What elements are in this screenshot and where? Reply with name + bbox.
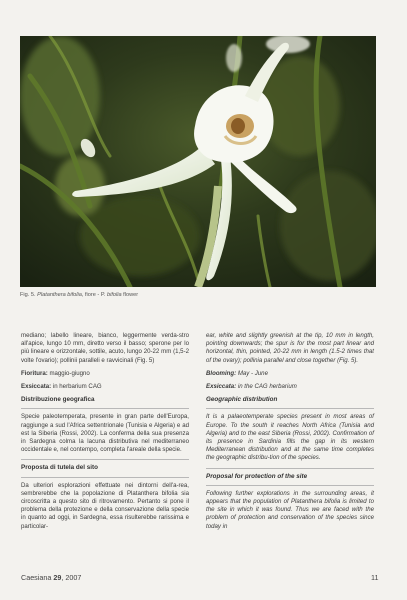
journal-name: Caesiana [21, 573, 54, 582]
protection-text: Following further explorations in the surrounding areas, it appears that the population of Platanthera bifolia is limited to the site in which it was found. Thus we are faced with the problem of protection and conservation of the species since today in [206, 489, 374, 530]
distribuzione-text: Specie paleotemperata, presente in gran parte dell'Europa, raggiunge a sud l'Africa settentrionale (Tunisia e Algeria) e ad est la Siberia (Rossi, 2002). La conferma della sua presenza in Sardegna colma la lacuna distributiva nel mediterraneo occidentale e, nel contempo, completa l'areale della specie. [21, 413, 189, 454]
page-number: 11 [371, 573, 379, 582]
section-divider [21, 477, 189, 478]
section-divider [206, 468, 374, 469]
exsiccata-line-it [21, 383, 189, 391]
protection-heading: Proposal for protection of the site [206, 472, 308, 480]
section-divider [21, 459, 189, 460]
orchid-illustration [20, 36, 376, 287]
fioritura-label: Fioritura: [21, 369, 48, 377]
tutela-heading: Proposta di tutela del sito [21, 464, 98, 472]
caption-species: Platanthera bifolia [37, 292, 82, 298]
figure-caption [20, 292, 380, 299]
exsiccata-label-it: Exsiccata: [21, 383, 52, 391]
section-divider [21, 408, 189, 409]
orchid-photo [20, 36, 376, 287]
description-en: ear, white and slightly greenish at the tip, 10 mm in length, pointing downwards; the spur is for the most part linear and horizontal, thin, pointed, 20-22 mm in length (1.5-2 times that of the ovary); pollinia parallel and close together (Fig. 5). [206, 332, 374, 364]
journal-footer [21, 573, 81, 582]
exsiccata-line-en [206, 383, 374, 391]
exsiccata-value-it: in herbarium CAG [51, 383, 102, 391]
distribution-text: It is a palaeotemperate species present in most areas of Europe. To the south it reaches North Africa (Tunisia and Algeria) and to the east Siberia (Rossi, 2002). Confirmation of its presence in Sardinia fills the gap in its western Mediterranean distribution and at the same time completes the geographic distribu-tion of the species. [206, 413, 374, 462]
description-it: mediano; labello lineare, bianco, leggermente verda-stro all'apice, lungo 10 mm, diretto verso il basso; sperone per lo più lineare e orizzontale, sottile, acuto, lungo 20-22 mm (1,5-2 volte l'ovario); pollinii paralleli e ravvicinali (Fig. 5) [21, 332, 189, 364]
fioritura-line [21, 370, 189, 378]
distribution-heading: Geographic distribution [206, 396, 278, 404]
blooming-label: Blooming: [206, 369, 237, 377]
section-divider [206, 485, 374, 486]
right-column [206, 332, 374, 536]
section-divider [206, 408, 374, 409]
blooming-value: May - June [236, 369, 268, 377]
caption-prefix: Fig. 5. [20, 292, 36, 298]
tutela-text: Da ulteriori esplorazioni effettuate nei dintorni dell'a-rea, sembrerebbe che la popolazione di Platanthera bifolia sia circoscritta a questo sito di ritrovamento. Pertanto si pone il problema della protezione e della conservazione della specie in quanto ad oggi, in Sardegna, essa risulterebbe rarissima e particolar- [21, 481, 189, 530]
fioritura-value: maggio-giugno [47, 369, 90, 377]
caption-middle: , fiore - P. [81, 292, 106, 298]
left-column [21, 332, 189, 536]
caption-suffix: flower [123, 292, 139, 298]
blooming-line [206, 370, 374, 378]
caption-species2: bifolia [106, 292, 122, 298]
exsiccata-label-en: Exsiccata: [206, 383, 237, 391]
journal-year: , 2007 [61, 573, 82, 582]
distribuzione-heading: Distribuzione geografica [21, 396, 95, 404]
exsiccata-value-en: in the CAG herbarium [236, 383, 297, 391]
journal-issue: 29 [53, 573, 62, 582]
